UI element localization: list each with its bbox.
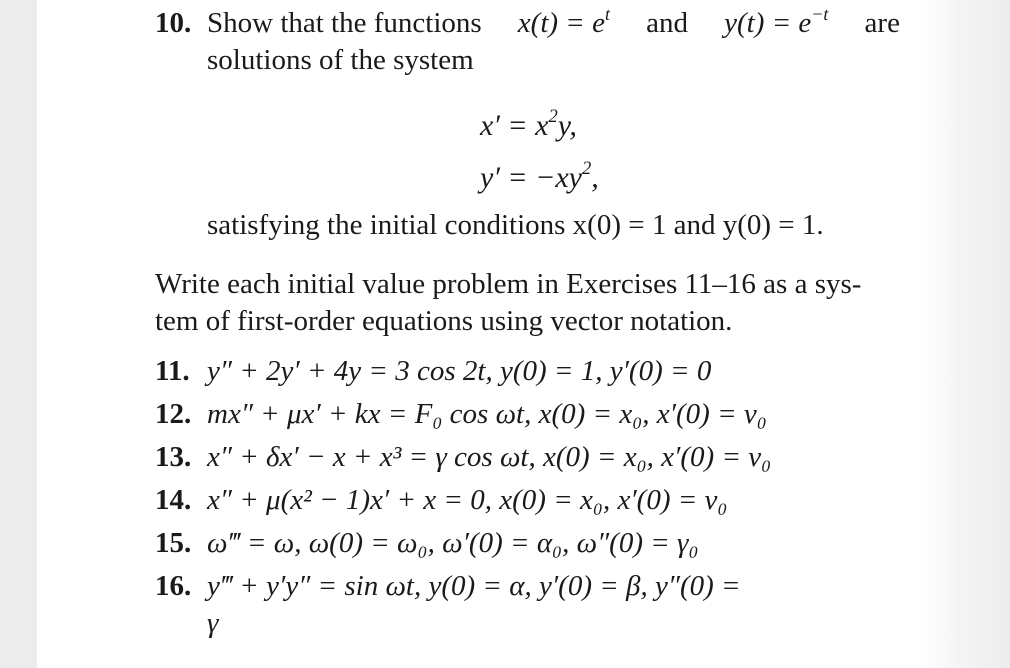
exercise-15 <box>155 525 900 568</box>
exercise-number: 13. <box>155 441 192 473</box>
exercise-equation: y″ + 2y′ + 4y = 3 cos 2t, y(0) = 1, y′(0) = 0 <box>207 355 712 387</box>
exercise-12 <box>155 396 900 439</box>
exercise-number: 12. <box>155 398 192 430</box>
exercise-14 <box>155 482 900 525</box>
exercise-equation-continuation: γ <box>207 607 219 639</box>
and-word: and <box>646 7 688 39</box>
exercise-equation: ω‴ = ω, ω(0) = ω₀, ω′(0) = α₀, ω″(0) = γ₀ <box>207 527 699 559</box>
y-definition: $y(t) = e^{-t}$ <box>724 3 829 39</box>
instructions-line-1: Write each initial value problem in Exercises 11–16 as a sys- <box>155 268 862 300</box>
exercise-equation: y‴ + y′y″ = sin ωt, y(0) = α, y′(0) = β, y″(0) = <box>207 570 741 602</box>
exercise-10-text: Show that the functions <box>207 7 482 39</box>
exercise-number: 10. <box>155 7 192 39</box>
exercise-equation: mx″ + μx′ + kx = F₀ cos ωt, x(0) = x₀, x′(0) = v₀ <box>207 398 767 430</box>
exercise-number: 14. <box>155 484 192 516</box>
exercise-equation: x″ + μ(x² − 1)x′ + x = 0, x(0) = x₀, x′(0) = v₀ <box>207 484 728 516</box>
x-definition: $x(t) = e^t$ <box>517 3 610 39</box>
system-equation-2: $y' = -xy^2$, <box>480 158 599 194</box>
right-page-shadow <box>920 0 1010 668</box>
exercise-13 <box>155 439 900 482</box>
exercise-16 <box>155 568 900 642</box>
system-of-equations <box>480 100 599 204</box>
exercise-number: 11. <box>155 355 190 387</box>
left-margin-bar <box>0 0 37 668</box>
are-word: are <box>864 7 900 39</box>
exercise-10-line-2: solutions of the system <box>207 44 474 76</box>
exercise-equation: x″ + δx′ − x + x³ = γ cos ωt, x(0) = x₀, x′(0) = v₀ <box>207 441 772 473</box>
exercise-11 <box>155 353 900 396</box>
exercise-10-line-1 <box>207 5 900 42</box>
instructions-paragraph <box>155 266 900 340</box>
exercise-number: 16. <box>155 570 192 602</box>
exercise-10 <box>155 5 900 79</box>
exercise-list <box>155 353 900 642</box>
textbook-page <box>155 0 900 668</box>
exercise-number: 15. <box>155 527 192 559</box>
initial-conditions-text: satisfying the initial conditions x(0) = 1 and y(0) = 1. <box>207 209 824 241</box>
instructions-line-2: tem of first-order equations using vector notation. <box>155 305 733 337</box>
system-equation-1: $x' = x^2y$, <box>480 106 577 142</box>
